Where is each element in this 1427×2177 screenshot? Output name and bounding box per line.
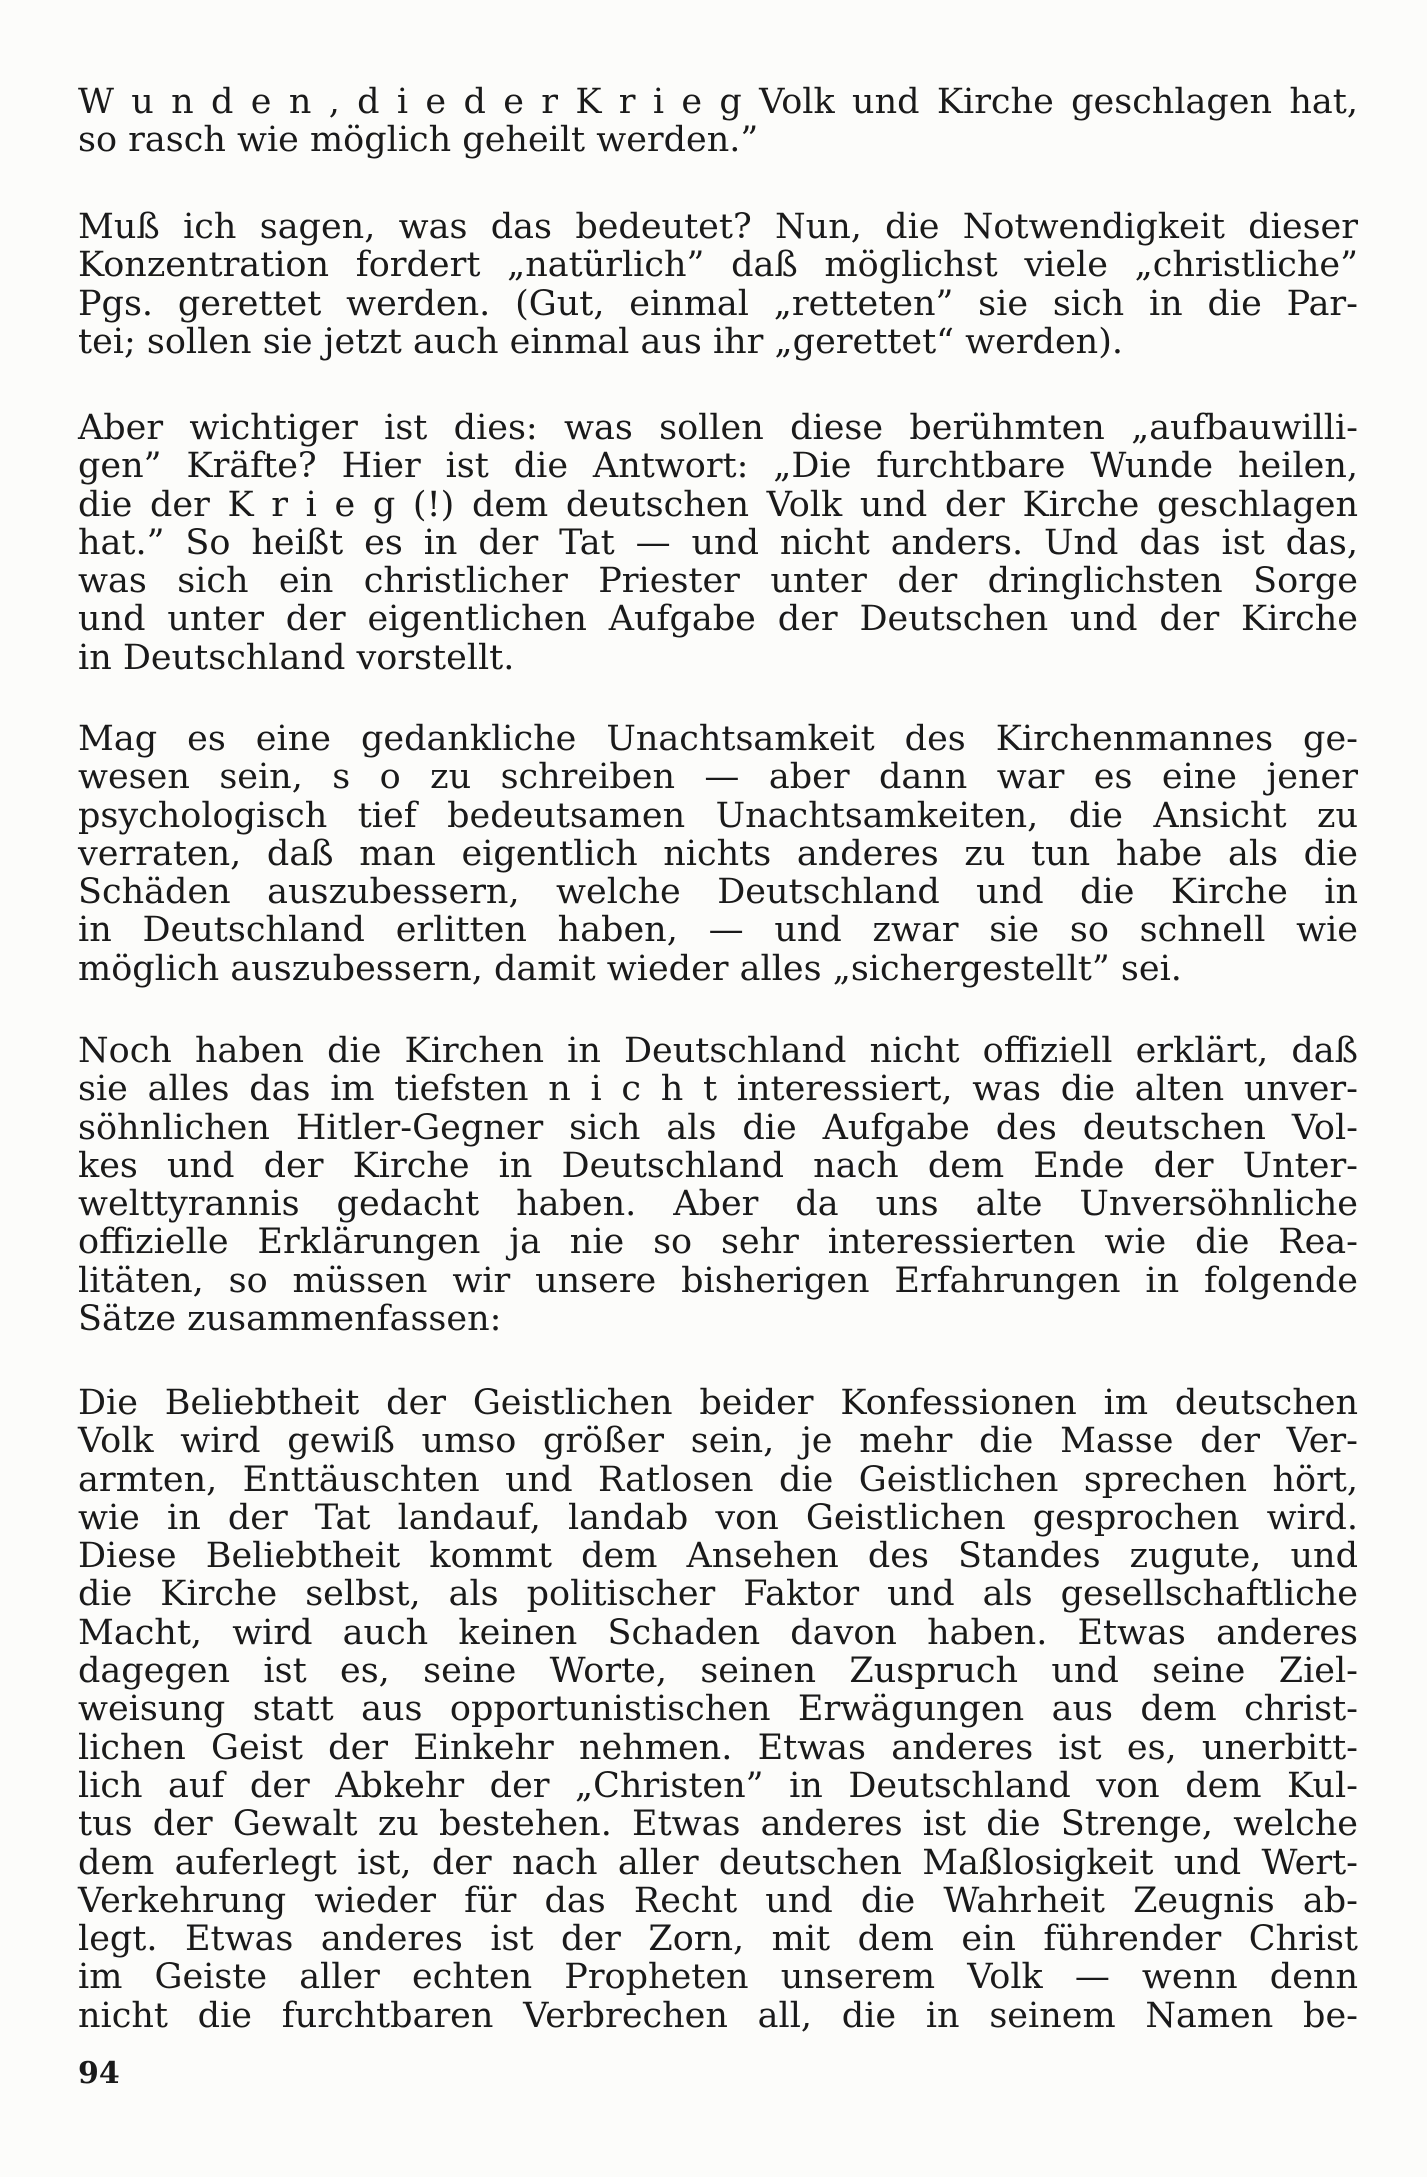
text-line: wie in der Tat landauf, landab von Geistlichen gesprochen wird. bbox=[78, 1497, 1358, 1538]
text-line: im Geiste aller echten Propheten unserem Volk — wenn denn bbox=[78, 1957, 1358, 1998]
text-line: wesen sein, s o zu schreiben — aber dann war es eine jener bbox=[78, 757, 1358, 798]
text-line: offizielle Erklärungen ja nie so sehr interessierten wie die Rea- bbox=[78, 1222, 1358, 1263]
text-line: in Deutschland erlitten haben, — und zwar sie so schnell wie bbox=[78, 910, 1358, 951]
text-line: nicht die furchtbaren Verbrechen all, die in seinem Namen be- bbox=[78, 1995, 1358, 2036]
text-line: W u n d e n , d i e d e r K r i e g Volk und Kirche geschlagen hat, bbox=[78, 82, 1358, 122]
text-line: litäten, so müssen wir unsere bisherigen Erfahrungen in folgende bbox=[78, 1260, 1358, 1301]
text-line: die Kirche selbst, als politischer Faktor und als gesellschaftliche bbox=[78, 1574, 1358, 1615]
text-line: tei; sollen sie jetzt auch einmal aus ihr „gerettet“ werden). bbox=[78, 321, 1123, 362]
text-line: legt. Etwas anderes ist der Zorn, mit dem ein führender Christ bbox=[78, 1919, 1358, 1960]
text-line: so rasch wie möglich geheilt werden.” bbox=[78, 120, 759, 161]
text-line: lichen Geist der Einkehr nehmen. Etwas anderes ist es, unerbitt- bbox=[78, 1727, 1358, 1768]
text-line: die der K r i e g (!) dem deutschen Volk und der Kirche geschlagen bbox=[78, 484, 1358, 525]
text-line: welttyrannis gedacht haben. Aber da uns alte Unversöhnliche bbox=[78, 1184, 1358, 1225]
text-line: Noch haben die Kirchen in Deutschland nicht offiziell erklärt, daß bbox=[78, 1031, 1358, 1071]
text-line: Mag es eine gedankliche Unachtsamkeit des Kirchenmannes ge- bbox=[78, 719, 1358, 759]
paragraph-4 bbox=[78, 720, 1358, 988]
text-line: armten, Enttäuschten und Ratlosen die Geistlichen sprechen hört, bbox=[78, 1459, 1358, 1500]
text-line: Diese Beliebtheit kommt dem Ansehen des Standes zugute, und bbox=[78, 1536, 1358, 1577]
text-line: kes und der Kirche in Deutschland nach dem Ende der Unter- bbox=[78, 1145, 1358, 1186]
paragraph-5 bbox=[78, 1032, 1358, 1338]
text-line: hat.” So heißt es in der Tat — und nicht anders. Und das ist das, bbox=[78, 522, 1358, 563]
text-line: und unter der eigentlichen Aufgabe der Deutschen und der Kirche bbox=[78, 599, 1358, 640]
paragraph-6 bbox=[78, 1384, 1358, 2035]
text-line: sie alles das im tiefsten n i c h t interessiert, was die alten unver- bbox=[78, 1069, 1358, 1110]
text-line: psychologisch tief bedeutsamen Unachtsamkeiten, die Ansicht zu bbox=[78, 795, 1358, 836]
text-line: Konzentration fordert „natürlich” daß möglichst viele „christliche” bbox=[78, 245, 1358, 286]
page-number: 94 bbox=[78, 2056, 120, 2091]
text-line: Muß ich sagen, was das bedeutet? Nun, die Notwendigkeit dieser bbox=[78, 207, 1358, 247]
text-line: dem auferlegt ist, der nach aller deutschen Maßlosigkeit und Wert- bbox=[78, 1842, 1358, 1883]
text-line: söhnlichen Hitler-Gegner sich als die Aufgabe des deutschen Vol- bbox=[78, 1107, 1358, 1148]
text-line: tus der Gewalt zu bestehen. Etwas anderes ist die Strenge, welche bbox=[78, 1804, 1358, 1845]
text-line: was sich ein christlicher Priester unter der dringlichsten Sorge bbox=[78, 561, 1358, 602]
text-line: verraten, daß man eigentlich nichts anderes zu tun habe als die bbox=[78, 833, 1358, 874]
text-line: dagegen ist es, seine Worte, seinen Zuspruch und seine Ziel- bbox=[78, 1651, 1358, 1692]
text-line: in Deutschland vorstellt. bbox=[78, 637, 515, 678]
text-line: Pgs. gerettet werden. (Gut, einmal „retteten” sie sich in die Par- bbox=[78, 283, 1358, 324]
text-line: Die Beliebtheit der Geistlichen beider Konfessionen im deutschen bbox=[78, 1383, 1358, 1423]
text-line: möglich auszubessern, damit wieder alles „sichergestellt” sei. bbox=[78, 948, 1182, 989]
paragraph-3 bbox=[78, 409, 1358, 677]
paragraph-2 bbox=[78, 208, 1358, 361]
text-line: weisung statt aus opportunistischen Erwägungen aus dem christ- bbox=[78, 1689, 1358, 1730]
text-line: Macht, wird auch keinen Schaden davon haben. Etwas anderes bbox=[78, 1612, 1358, 1653]
text-line: gen” Kräfte? Hier ist die Antwort: „Die furchtbare Wunde heilen, bbox=[78, 446, 1358, 487]
text-line: Verkehrung wieder für das Recht und die Wahrheit Zeugnis ab- bbox=[78, 1880, 1358, 1921]
text-line: lich auf der Abkehr der „Christen” in Deutschland von dem Kul- bbox=[78, 1765, 1358, 1806]
paragraph-1 bbox=[78, 83, 1358, 160]
text-line: Volk wird gewiß umso größer sein, je mehr die Masse der Ver- bbox=[78, 1421, 1358, 1462]
text-line: Sätze zusammenfassen: bbox=[78, 1299, 502, 1340]
text-line: Schäden auszubessern, welche Deutschland und die Kirche in bbox=[78, 872, 1358, 913]
text-line: Aber wichtiger ist dies: was sollen diese berühmten „aufbauwilli- bbox=[78, 408, 1358, 448]
